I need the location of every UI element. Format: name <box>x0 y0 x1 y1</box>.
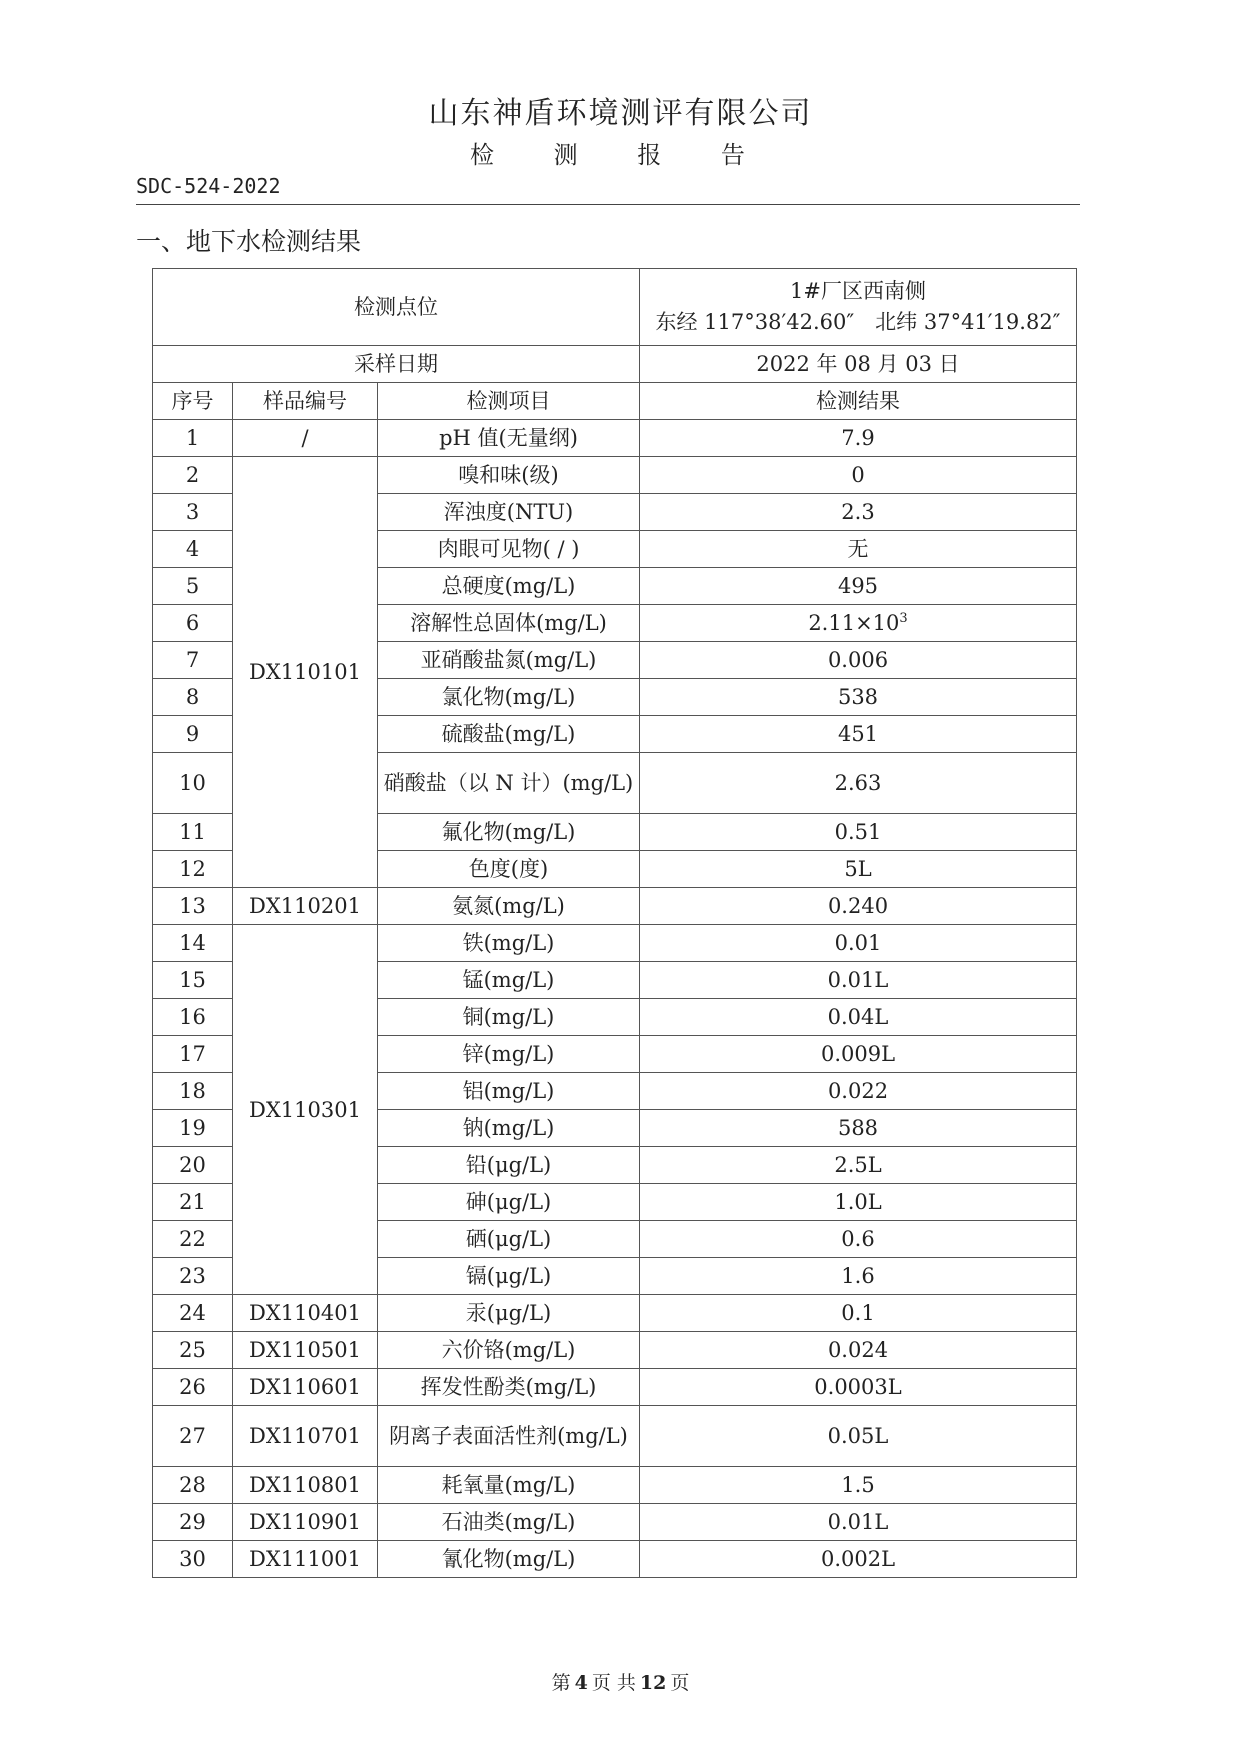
seq-cell: 29 <box>153 1504 233 1541</box>
item-cell: 氨氮(mg/L) <box>378 888 640 925</box>
result-cell: 0.0003L <box>640 1369 1077 1406</box>
item-cell: 耗氧量(mg/L) <box>378 1467 640 1504</box>
seq-cell: 10 <box>153 753 233 814</box>
result-cell <box>640 605 1077 642</box>
table-row <box>153 420 1077 457</box>
seq-cell: 20 <box>153 1147 233 1184</box>
page-footer <box>0 1668 1241 1695</box>
item-cell: 铁(mg/L) <box>378 925 640 962</box>
item-cell: 六价铬(mg/L) <box>378 1332 640 1369</box>
result-cell: 0.6 <box>640 1221 1077 1258</box>
sample-cell: DX110701 <box>233 1406 378 1467</box>
item-cell: 挥发性酚类(mg/L) <box>378 1369 640 1406</box>
result-cell: 451 <box>640 716 1077 753</box>
sample-cell: DX110601 <box>233 1369 378 1406</box>
item-cell: 色度(度) <box>378 851 640 888</box>
item-cell: pH 值(无量纲) <box>378 420 640 457</box>
seq-cell: 18 <box>153 1073 233 1110</box>
sample-cell: DX110201 <box>233 888 378 925</box>
seq-cell: 15 <box>153 962 233 999</box>
result-cell: 0.1 <box>640 1295 1077 1332</box>
result-cell: 0.022 <box>640 1073 1077 1110</box>
result-cell: 0.01 <box>640 925 1077 962</box>
section-title: 一、地下水检测结果 <box>136 227 362 256</box>
company-name: 山东神盾环境测评有限公司 <box>428 96 813 131</box>
header-divider <box>136 204 1080 205</box>
table-row <box>153 1295 1077 1332</box>
result-cell: 0 <box>640 457 1077 494</box>
item-cell: 总硬度(mg/L) <box>378 568 640 605</box>
seq-cell: 23 <box>153 1258 233 1295</box>
seq-cell: 2 <box>153 457 233 494</box>
table-row <box>153 1467 1077 1504</box>
seq-cell: 7 <box>153 642 233 679</box>
seq-cell: 1 <box>153 420 233 457</box>
seq-cell: 11 <box>153 814 233 851</box>
sample-cell: DX110501 <box>233 1332 378 1369</box>
table-row <box>153 1369 1077 1406</box>
result-cell: 0.01L <box>640 962 1077 999</box>
result-cell: 495 <box>640 568 1077 605</box>
seq-cell: 6 <box>153 605 233 642</box>
result-cell: 0.009L <box>640 1036 1077 1073</box>
seq-cell: 21 <box>153 1184 233 1221</box>
item-cell: 铅(μg/L) <box>378 1147 640 1184</box>
result-cell: 588 <box>640 1110 1077 1147</box>
page-suffix: 页 <box>670 1672 690 1694</box>
col-seq-header: 序号 <box>153 383 233 420</box>
item-cell: 钠(mg/L) <box>378 1110 640 1147</box>
item-cell: 嗅和味(级) <box>378 457 640 494</box>
item-cell: 铝(mg/L) <box>378 1073 640 1110</box>
item-cell: 硫酸盐(mg/L) <box>378 716 640 753</box>
location-label: 检测点位 <box>153 269 640 346</box>
result-cell: 1.5 <box>640 1467 1077 1504</box>
seq-cell: 4 <box>153 531 233 568</box>
result-base: 2.11×10 <box>808 611 900 635</box>
sample-cell: DX110401 <box>233 1295 378 1332</box>
table-row <box>153 888 1077 925</box>
item-cell: 浑浊度(NTU) <box>378 494 640 531</box>
col-result-header: 检测结果 <box>640 383 1077 420</box>
result-cell: 538 <box>640 679 1077 716</box>
item-cell: 氯化物(mg/L) <box>378 679 640 716</box>
result-cell: 1.0L <box>640 1184 1077 1221</box>
result-cell: 2.5L <box>640 1147 1077 1184</box>
seq-cell: 12 <box>153 851 233 888</box>
location-name: 1#厂区西南侧 <box>790 279 926 303</box>
item-cell: 砷(μg/L) <box>378 1184 640 1221</box>
result-cell: 5L <box>640 851 1077 888</box>
result-cell: 0.024 <box>640 1332 1077 1369</box>
sample-cell: DX110801 <box>233 1467 378 1504</box>
page-prefix: 第 <box>551 1672 571 1694</box>
results-table <box>152 268 1077 1578</box>
result-cell: 0.04L <box>640 999 1077 1036</box>
result-cell: 7.9 <box>640 420 1077 457</box>
seq-cell: 22 <box>153 1221 233 1258</box>
result-cell: 0.05L <box>640 1406 1077 1467</box>
item-cell: 锌(mg/L) <box>378 1036 640 1073</box>
seq-cell: 19 <box>153 1110 233 1147</box>
seq-cell: 24 <box>153 1295 233 1332</box>
result-cell: 0.002L <box>640 1541 1077 1578</box>
item-cell: 溶解性总固体(mg/L) <box>378 605 640 642</box>
seq-cell: 8 <box>153 679 233 716</box>
location-coords: 东经 117°38′42.60″ 北纬 37°41′19.82″ <box>655 310 1061 334</box>
result-cell: 0.240 <box>640 888 1077 925</box>
report-title: 检 测 报 告 <box>470 141 771 169</box>
date-value: 2022 年 08 月 03 日 <box>640 346 1077 383</box>
table-row <box>153 1406 1077 1467</box>
location-row <box>153 269 1077 346</box>
result-cell: 0.51 <box>640 814 1077 851</box>
seq-cell: 30 <box>153 1541 233 1578</box>
table-row <box>153 925 1077 962</box>
table-row <box>153 1541 1077 1578</box>
page-current: 4 <box>574 1672 588 1694</box>
result-cell: 2.63 <box>640 753 1077 814</box>
item-cell: 石油类(mg/L) <box>378 1504 640 1541</box>
sample-cell: / <box>233 420 378 457</box>
item-cell: 氰化物(mg/L) <box>378 1541 640 1578</box>
seq-cell: 9 <box>153 716 233 753</box>
col-item-header: 检测项目 <box>378 383 640 420</box>
item-cell: 硝酸盐（以 N 计）(mg/L) <box>378 753 640 814</box>
result-cell: 0.01L <box>640 1504 1077 1541</box>
result-cell: 0.006 <box>640 642 1077 679</box>
page-total: 12 <box>639 1672 667 1694</box>
seq-cell: 16 <box>153 999 233 1036</box>
result-cell: 无 <box>640 531 1077 568</box>
seq-cell: 25 <box>153 1332 233 1369</box>
sample-cell: DX110101 <box>233 457 378 888</box>
item-cell: 汞(μg/L) <box>378 1295 640 1332</box>
seq-cell: 14 <box>153 925 233 962</box>
item-cell: 氟化物(mg/L) <box>378 814 640 851</box>
result-exponent: 3 <box>899 611 908 626</box>
seq-cell: 3 <box>153 494 233 531</box>
item-cell: 镉(μg/L) <box>378 1258 640 1295</box>
seq-cell: 13 <box>153 888 233 925</box>
date-label: 采样日期 <box>153 346 640 383</box>
document-number: SDC-524-2022 <box>136 174 281 198</box>
item-cell: 肉眼可见物( / ) <box>378 531 640 568</box>
sample-cell: DX111001 <box>233 1541 378 1578</box>
seq-cell: 17 <box>153 1036 233 1073</box>
item-cell: 亚硝酸盐氮(mg/L) <box>378 642 640 679</box>
page-mid: 页 共 <box>591 1672 636 1694</box>
seq-cell: 5 <box>153 568 233 605</box>
seq-cell: 27 <box>153 1406 233 1467</box>
seq-cell: 28 <box>153 1467 233 1504</box>
table-row <box>153 1504 1077 1541</box>
col-sample-header: 样品编号 <box>233 383 378 420</box>
result-cell: 1.6 <box>640 1258 1077 1295</box>
item-cell: 铜(mg/L) <box>378 999 640 1036</box>
seq-cell: 26 <box>153 1369 233 1406</box>
table-row <box>153 457 1077 494</box>
item-cell: 硒(μg/L) <box>378 1221 640 1258</box>
item-cell: 锰(mg/L) <box>378 962 640 999</box>
date-row <box>153 346 1077 383</box>
table-row <box>153 1332 1077 1369</box>
result-cell: 2.3 <box>640 494 1077 531</box>
item-cell: 阴离子表面活性剂(mg/L) <box>378 1406 640 1467</box>
column-header-row <box>153 383 1077 420</box>
sample-cell: DX110901 <box>233 1504 378 1541</box>
sample-cell: DX110301 <box>233 925 378 1295</box>
location-value <box>640 269 1077 346</box>
